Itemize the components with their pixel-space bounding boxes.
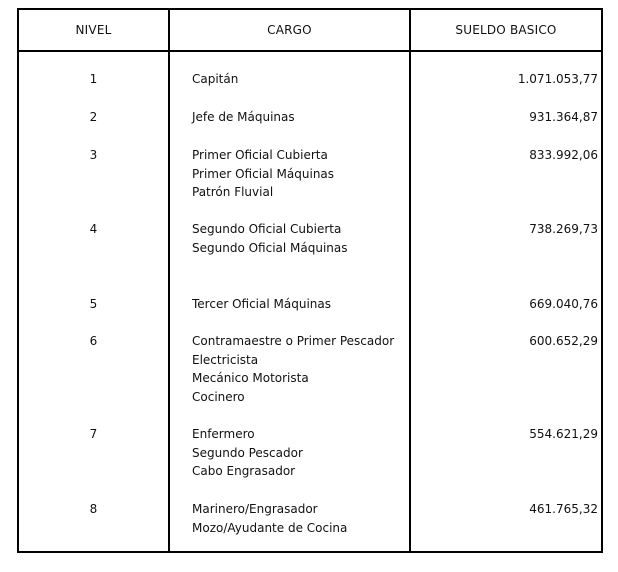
- header-nivel: NIVEL: [75, 23, 112, 37]
- sueldo-cell: 738.269,73: [529, 222, 598, 236]
- nivel-cell: 5: [89, 297, 98, 311]
- sueldo-cell: 600.652,29: [529, 334, 598, 348]
- sueldo-cell: 833.992,06: [529, 148, 598, 162]
- nivel-cell: 4: [89, 222, 98, 236]
- nivel-cell: 2: [89, 110, 98, 124]
- cargo-cell: [192, 108, 407, 127]
- cargo-item: Primer Oficial Cubierta: [192, 148, 328, 162]
- sueldo-cell: 931.364,87: [529, 110, 598, 124]
- cargo-cell: [192, 332, 407, 406]
- cargo-item: Mozo/Ayudante de Cocina: [192, 520, 348, 535]
- cargo-item: Segundo Pescador: [192, 445, 303, 460]
- cargo-cell: [192, 146, 407, 202]
- cargo-cell: [192, 70, 407, 89]
- cargo-item: Electricista: [192, 352, 259, 367]
- header-cargo: CARGO: [267, 23, 312, 37]
- cargo-cell: [192, 220, 407, 257]
- cargo-item: Capitán: [192, 72, 239, 86]
- cargo-item: Marinero/Engrasador: [192, 502, 318, 516]
- nivel-cell: 6: [89, 334, 98, 348]
- nivel-cell: 8: [89, 502, 98, 516]
- header-divider: [19, 50, 601, 52]
- cargo-item: Mecánico Motorista: [192, 371, 309, 386]
- sueldo-cell: 554.621,29: [529, 427, 598, 441]
- cargo-item: Cabo Engrasador: [192, 464, 296, 479]
- cargo-cell: [192, 500, 407, 537]
- cargo-item: Tercer Oficial Máquinas: [192, 297, 331, 311]
- cargo-item: Contramaestre o Primer Pescador: [192, 334, 395, 348]
- column-divider: [168, 10, 170, 551]
- nivel-cell: 1: [89, 72, 98, 86]
- nivel-cell: 3: [89, 148, 98, 162]
- cargo-item: Cocinero: [192, 389, 245, 404]
- header-sueldo-basico: SUELDO BASICO: [455, 23, 557, 37]
- salary-table: [17, 8, 603, 553]
- nivel-cell: 7: [89, 427, 98, 441]
- cargo-item: Primer Oficial Máquinas: [192, 166, 335, 181]
- cargo-item: Segundo Oficial Máquinas: [192, 240, 348, 255]
- cargo-cell: [192, 295, 407, 314]
- cargo-item: Jefe de Máquinas: [192, 110, 295, 124]
- sueldo-cell: 1.071.053,77: [517, 72, 598, 86]
- cargo-item: Segundo Oficial Cubierta: [192, 222, 342, 236]
- sueldo-cell: 461.765,32: [529, 502, 598, 516]
- cargo-item: Patrón Fluvial: [192, 185, 274, 200]
- cargo-cell: [192, 425, 407, 481]
- cargo-item: Enfermero: [192, 427, 255, 441]
- sueldo-cell: 669.040,76: [529, 297, 598, 311]
- column-divider: [409, 10, 411, 551]
